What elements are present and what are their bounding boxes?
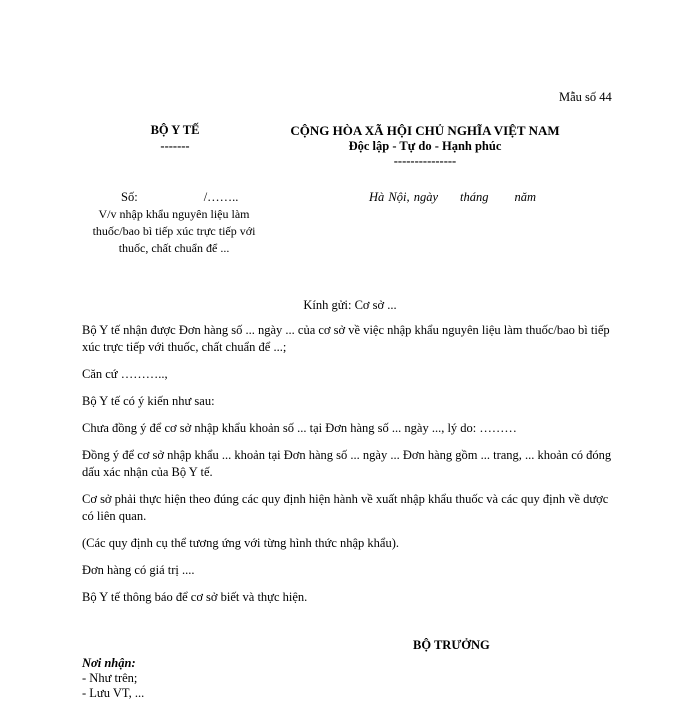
body-paragraph-compliance: Cơ sở phải thực hiện theo đúng các quy định hiện hành về xuất nhập khẩu thuốc và các quy định về dược có liên quan. xyxy=(82,492,609,523)
ministry-name: BỘ Y TẾ xyxy=(150,123,200,137)
form-number: Mẫu số 44 xyxy=(559,90,612,104)
body-paragraph-not-approved: Chưa đồng ý để cơ sở nhập khẩu khoản số ... tại Đơn hàng số ... ngày ..., lý do: ……… xyxy=(82,421,517,435)
ministry-underline: ------- xyxy=(160,139,190,153)
body-paragraph-received: Bộ Y tế nhận được Đơn hàng số ... ngày ... của cơ sở về việc nhập khẩu nguyên liệu làm thuốc/bao bì tiếp xúc trực tiếp với thuốc, chất chuẩn để ...; xyxy=(82,323,610,354)
date-month-label: tháng xyxy=(460,190,489,204)
recipient-item: - Lưu VT, ... xyxy=(82,686,145,700)
place-date-prefix: Hà Nội, ngày xyxy=(369,190,439,204)
recipients-block xyxy=(82,656,144,701)
signer-title: BỘ TRƯỞNG xyxy=(413,638,490,652)
place-date xyxy=(369,190,536,205)
letter-body xyxy=(82,322,622,616)
body-paragraph-notice: Bộ Y tế thông báo để cơ sở biết và thực hiện. xyxy=(82,590,308,604)
recipients-title: Nơi nhận: xyxy=(82,656,136,670)
document-subject: V/v nhập khẩu nguyên liệu làm thuốc/bao bì tiếp xúc trực tiếp với thuốc, chất chuẩn để ... xyxy=(92,207,256,255)
body-paragraph-basis: Căn cứ ……….., xyxy=(82,367,168,381)
motto-underline: --------------- xyxy=(393,154,457,168)
national-motto: Độc lập - Tự do - Hạnh phúc xyxy=(348,139,502,153)
recipient-item: - Như trên; xyxy=(82,671,138,685)
document-number xyxy=(121,190,238,205)
document-number-label: Số: xyxy=(121,190,138,204)
salutation: Kính gửi: Cơ sở ... xyxy=(303,298,397,312)
nation-title: CỘNG HÒA XÃ HỘI CHỦ NGHĨA VIỆT NAM xyxy=(290,123,560,138)
document-number-suffix: /…….. xyxy=(203,190,239,204)
date-year-label: năm xyxy=(514,190,537,204)
body-paragraph-opinion: Bộ Y tế có ý kiến như sau: xyxy=(82,394,215,408)
body-paragraph-specific-rules: (Các quy định cụ thể tương ứng với từng hình thức nhập khẩu). xyxy=(82,536,400,550)
body-paragraph-approved: Đồng ý để cơ sở nhập khẩu ... khoản tại Đơn hàng số ... ngày ... Đơn hàng gồm ... trang, ... khoản có đóng dấu xác nhận của Bộ Y tế. xyxy=(82,448,612,479)
body-paragraph-validity: Đơn hàng có giá trị .... xyxy=(82,563,195,577)
